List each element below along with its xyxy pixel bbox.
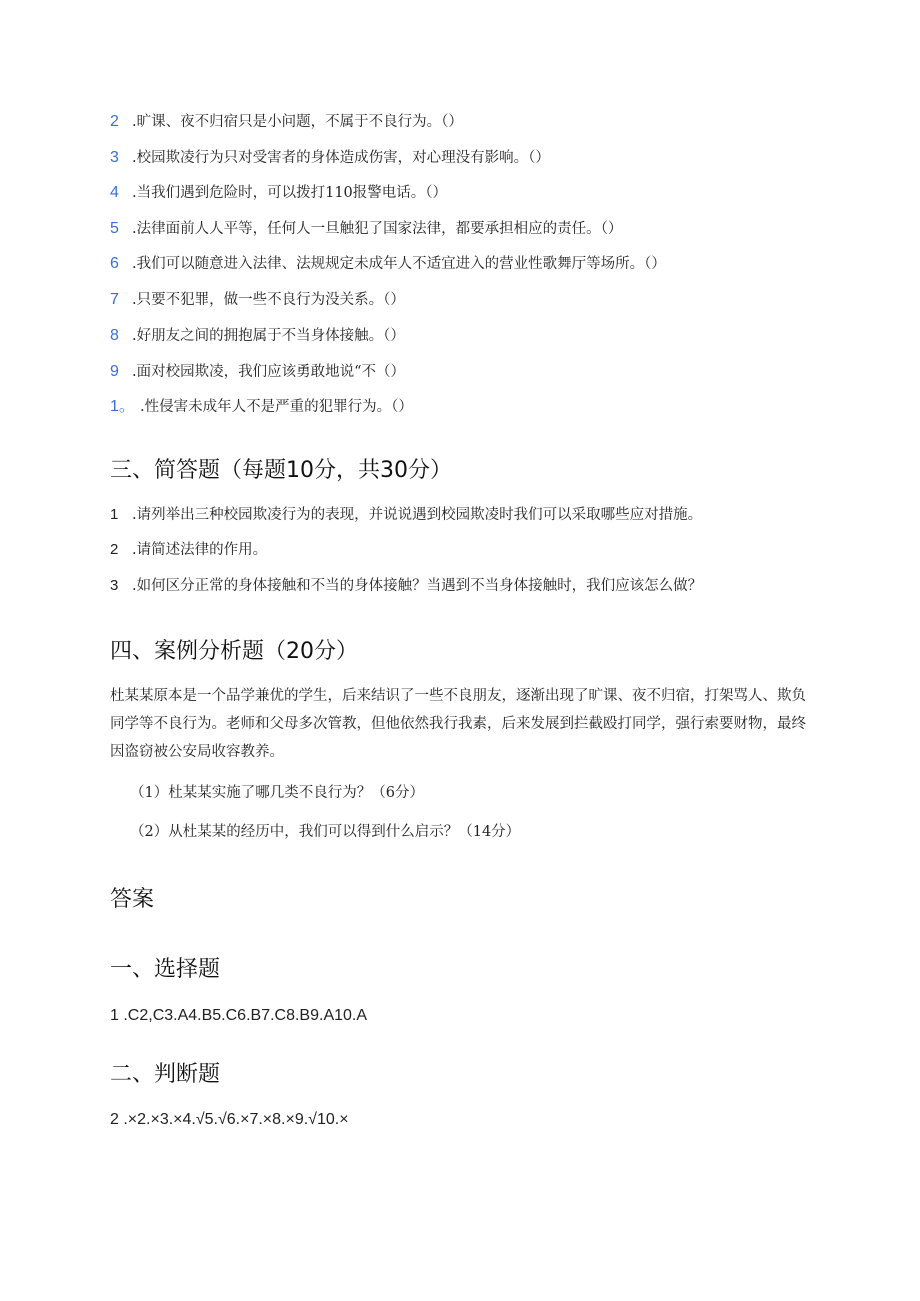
item-text: .我们可以随意进入法律、法规规定未成年人不适宜进入的营业性歌舞厅等场所。（） (132, 256, 666, 272)
item-text: .当我们遇到危险时，可以拨打110报警电话。（） (132, 185, 448, 201)
judgement-item (110, 326, 405, 346)
question-number: 1 (110, 506, 119, 523)
judgement-item (110, 183, 447, 203)
item-text: .法律面前人人平等，任何人一旦触犯了国家法律，都要承担相应的责任。（） (132, 221, 623, 237)
item-number: 2 (110, 113, 119, 130)
case-paragraph: 杜某某原本是一个品学兼优的学生，后来结识了一些不良朋友，逐渐出现了旷课、夜不归宿，打架骂人、欺负同学等不良行为。老师和父母多次管教，但他依然我行我素，后来发展到拦截殴打同学，强行索要财物，最终因盗窃被公安局收容教养。 (110, 688, 806, 760)
item-number: 5 (110, 220, 119, 237)
judgement-item (110, 290, 405, 310)
question-text: .请列举出三种校园欺凌行为的表现，并说说遇到校园欺凌时我们可以采取哪些应对措施。 (132, 507, 703, 523)
item-number: 4 (110, 184, 119, 201)
item-number: 6 (110, 255, 119, 272)
question-number: 2 (110, 541, 119, 558)
item-text: .性侵害未成年人不是严重的犯罪行为。（） (140, 399, 413, 415)
item-number: 8 (110, 327, 119, 344)
answers-heading: 答案 (110, 887, 155, 912)
case-sub-question: （2）从杜某某的经历中，我们可以得到什么启示？（14分） (130, 824, 521, 840)
judgement-item (110, 254, 666, 274)
short-answer-question (110, 576, 702, 596)
case-sub-question: （1）杜某某实施了哪几类不良行为？（6分） (130, 785, 424, 801)
item-text: .只要不犯罪，做一些不良行为没关系。（） (132, 292, 405, 308)
answers-choice-text: 1 .C2,C3.A4.B5.C6.B7.C8.B9.A10.A (110, 1007, 368, 1024)
section-heading-case-analysis: 四、案例分析题（20分） (110, 639, 358, 664)
item-number: 3 (110, 149, 119, 166)
item-number: 9 (110, 363, 119, 380)
answers-section-heading-choice: 一、选择题 (110, 957, 221, 982)
item-text: .校园欺凌行为只对受害者的身体造成伤害，对心理没有影响。（） (132, 150, 550, 166)
item-text: .面对校园欺凌，我们应该勇敢地说“不（） (132, 364, 406, 380)
item-number: 7 (110, 291, 119, 308)
question-text: .请简述法律的作用。 (132, 542, 268, 558)
question-number: 3 (110, 577, 119, 594)
judgement-item (110, 397, 413, 417)
judgement-item (110, 112, 463, 132)
judgement-item (110, 362, 405, 382)
short-answer-question (110, 505, 702, 525)
item-text: .好朋友之间的拥抱属于不当身体接触。（） (132, 328, 405, 344)
answers-judgement-text: 2 .×2.×3.×4.√5.√6.×7.×8.×9.√10.× (110, 1111, 349, 1128)
answers-section-heading-judgement: 二、判断题 (110, 1062, 221, 1087)
judgement-item (110, 148, 550, 168)
question-text: .如何区分正常的身体接触和不当的身体接触？当遇到不当身体接触时，我们应该怎么做？ (132, 578, 703, 594)
section-heading-short-answer: 三、简答题（每题10分，共30分） (110, 458, 452, 483)
item-text: .旷课、夜不归宿只是小问题，不属于不良行为。（） (132, 114, 463, 130)
judgement-item (110, 219, 622, 239)
item-number: 1。 (110, 398, 135, 415)
short-answer-question (110, 540, 267, 560)
